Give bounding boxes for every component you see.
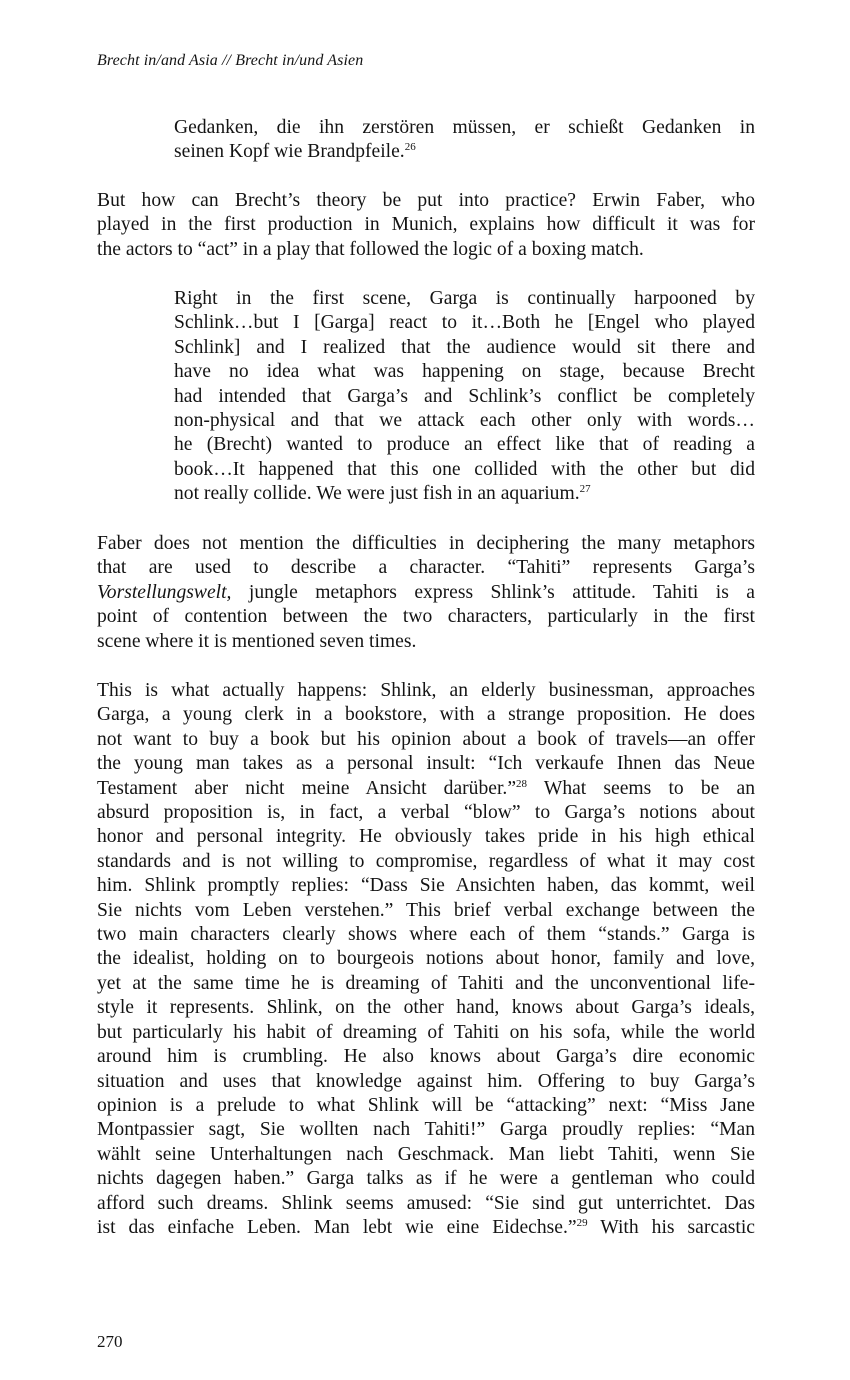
text-line: standards and is not willing to compromise, regardless of what it may cost	[97, 850, 755, 872]
text-line: had intended that Garga’s and Schlink’s conflict be completely	[174, 385, 755, 407]
text-line: seinen Kopf wie Brandpfeile.$^{26}$	[174, 141, 416, 163]
text-line: the idealist, holding on to bourgeois notions about honor, family and love,	[97, 948, 755, 970]
text-line: But how can Brecht’s theory be put into practice? Erwin Faber, who	[97, 190, 755, 211]
text-line: Garga, a young clerk in a bookstore, with a strange proposition. He does	[97, 704, 755, 726]
text-line: played in the first production in Munich, explains how difficult it was for	[97, 214, 755, 236]
text-line: absurd proposition is, in fact, a verbal “blow” to Garga’s notions about	[97, 802, 755, 824]
text-line: Right in the first scene, Garga is continually harpooned by	[174, 288, 755, 309]
text-line: around him is crumbling. He also knows about Garga’s dire economic	[97, 1046, 755, 1068]
text-line: Vorstellungswelt, jungle metaphors express Shlink’s attitude. Tahiti is a	[97, 581, 755, 603]
text-line: point of contention between the two characters, particularly in the first	[97, 606, 755, 628]
text-line: him. Shlink promptly replies: “Dass Sie Ansichten haben, das kommt, weil	[97, 875, 755, 897]
text-line: Sie nichts vom Leben verstehen.” This brief verbal exchange between the	[97, 899, 755, 921]
text-line: the actors to “act” in a play that followed the logic of a boxing match.	[97, 238, 644, 260]
footnote-marker: 26	[404, 141, 416, 154]
text-line: nichts dagegen haben.” Garga talks as if he were a gentleman who could	[97, 1168, 755, 1190]
text-line: two main characters clearly shows where each of them “stands.” Garga is	[97, 924, 755, 946]
paragraph-metaphors	[97, 532, 755, 654]
paragraph-faber-intro	[97, 189, 755, 262]
text-line: Schlink…but I [Garga] react to it…Both he [Engel who played	[174, 312, 755, 334]
text-line: Gedanken, die ihn zerstören müssen, er schießt Gedanken in	[174, 117, 755, 138]
running-header: Brecht in/and Asia // Brecht in/und Asien	[97, 52, 364, 69]
footnote-marker: 27	[579, 483, 591, 496]
paragraph-what-happens	[97, 679, 755, 1240]
text-line: yet at the same time he is dreaming of Tahiti and the unconventional life-	[97, 972, 755, 994]
text-line: honor and personal integrity. He obviously takes pride in his high ethical	[97, 826, 755, 848]
footnote-marker: 29	[576, 1216, 588, 1229]
text-line: ist das einfache Leben. Man lebt wie eine Eidechse.”$^{29}$ With his sarcastic	[97, 1216, 755, 1238]
text-line: This is what actually happens: Shlink, an elderly businessman, approaches	[97, 680, 755, 701]
text-line: the young man takes as a personal insult: “Ich verkaufe Ihnen das Neue	[97, 753, 755, 775]
text-line: he (Brecht) wanted to produce an effect like that of reading a	[174, 434, 755, 456]
block-quote-brecht	[174, 116, 755, 165]
text-line: book…It happened that this one collided with the other but did	[174, 458, 755, 480]
text-line: Schlink] and I realized that the audience would sit there and	[174, 336, 755, 358]
text-line: style it represents. Shlink, on the other hand, knows about Garga’s ideals,	[97, 997, 755, 1019]
text-line: wählt seine Unterhaltungen nach Geschmack. Man liebt Tahiti, wenn Sie	[97, 1143, 755, 1165]
text-line: not really collide. We were just fish in an aquarium.$^{27}$	[174, 483, 591, 505]
text-line: Faber does not mention the difficulties in deciphering the many metaphors	[97, 533, 755, 554]
text-line: Testament aber nicht meine Ansicht darüber.”$^{28}$ What seems to be an	[97, 777, 755, 799]
text-line: situation and uses that knowledge against him. Offering to buy Garga’s	[97, 1070, 755, 1092]
text-line: but particularly his habit of dreaming of Tahiti on his sofa, while the world	[97, 1021, 755, 1043]
page-number: 270	[97, 1332, 123, 1351]
text-line: opinion is a prelude to what Shlink will be “attacking” next: “Miss Jane	[97, 1094, 755, 1116]
text-line: have no idea what was happening on stage, because Brecht	[174, 361, 755, 383]
text-line: non-physical and that we attack each other only with words…	[174, 410, 755, 432]
text-line: Montpassier sagt, Sie wollten nach Tahiti!” Garga proudly replies: “Man	[97, 1119, 755, 1141]
text-line: afford such dreams. Shlink seems amused: “Sie sind gut unterrichtet. Das	[97, 1192, 755, 1214]
text-line: scene where it is mentioned seven times.	[97, 630, 417, 652]
italic-term: Vorstellungswelt,	[97, 581, 232, 603]
text-line: not want to buy a book but his opinion about a book of travels—an offer	[97, 728, 755, 750]
block-quote-faber	[174, 287, 755, 507]
footnote-marker: 28	[516, 777, 528, 790]
text-line: that are used to describe a character. “Tahiti” represents Garga’s	[97, 557, 755, 579]
